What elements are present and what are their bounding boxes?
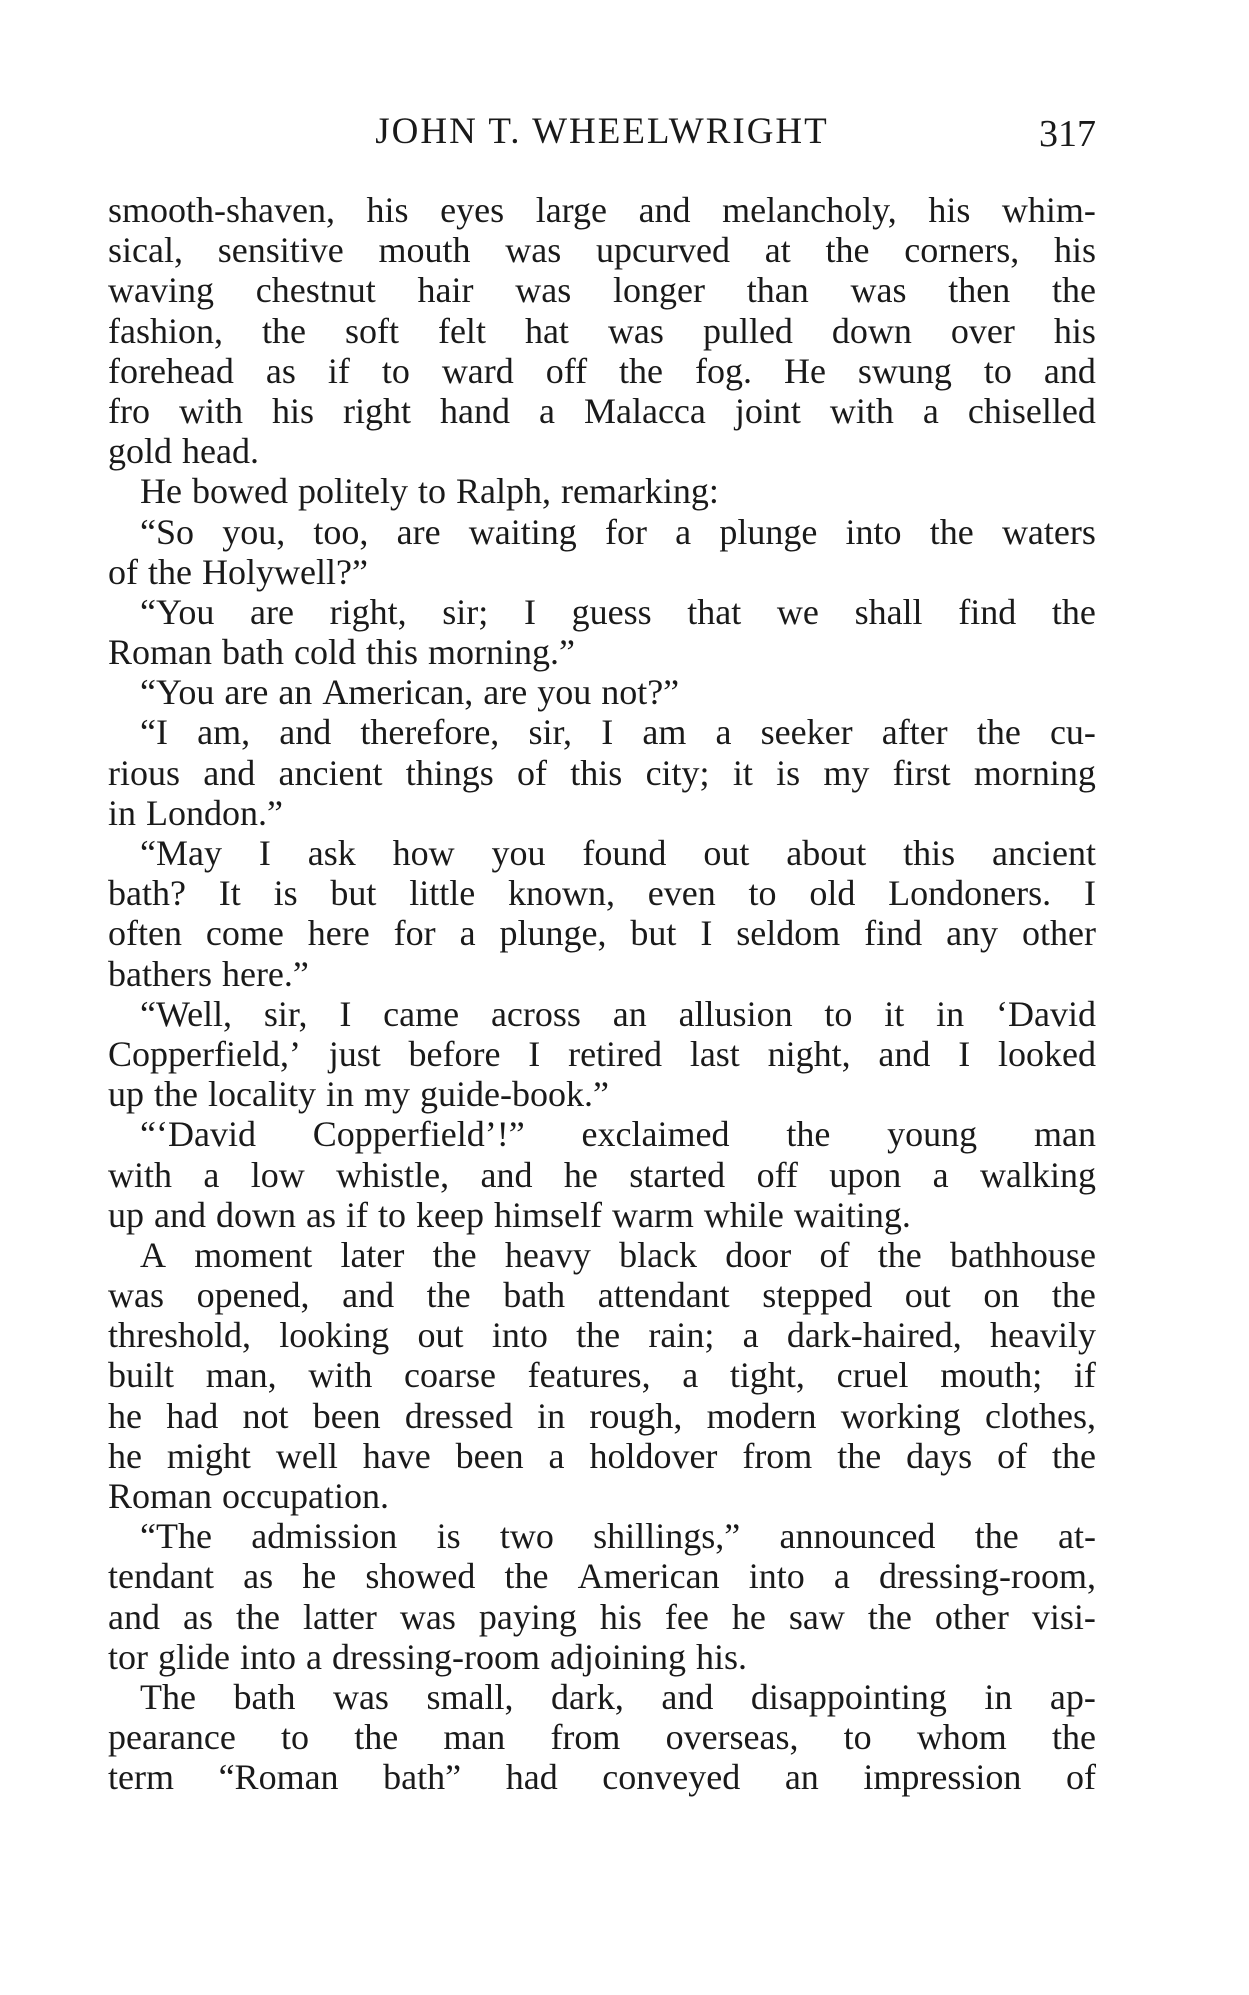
text-line: “You are an American, are you not?” [140, 672, 680, 713]
text-line: Copperfield,’ just before I retired last night, and I looked [108, 1033, 1096, 1074]
text-line: bathers here.” [108, 953, 309, 994]
text-line: was opened, and the bath attendant stepped out on the [108, 1275, 1096, 1316]
text-line: The bath was small, dark, and disappointing in ap- [140, 1676, 1096, 1717]
text-line: term “Roman bath” had conveyed an impression of [108, 1757, 1096, 1798]
text-line: Roman bath cold this morning.” [108, 632, 575, 673]
text-line: “I am, and therefore, sir, I am a seeker after the cu- [140, 712, 1096, 753]
text-line: “So you, too, are waiting for a plunge into the waters [140, 511, 1096, 552]
text-line: rious and ancient things of this city; it is my first morning [108, 752, 1096, 793]
text-line: “The admission is two shillings,” announced the at- [140, 1516, 1096, 1557]
text-line: with a low whistle, and he started off upon a walking [108, 1154, 1096, 1195]
text-line: “‘David Copperfield’!” exclaimed the young man [140, 1114, 1096, 1155]
page-number: 317 [1039, 113, 1096, 155]
text-line: He bowed politely to Ralph, remarking: [140, 471, 719, 512]
text-line: up and down as if to keep himself warm while waiting. [108, 1194, 911, 1235]
text-line: he had not been dressed in rough, modern working clothes, [108, 1395, 1096, 1436]
text-line: “You are right, sir; I guess that we shall find the [140, 591, 1096, 632]
text-line: forehead as if to ward off the fog. He swung to and [108, 350, 1096, 391]
text-line: sical, sensitive mouth was upcurved at the corners, his [108, 230, 1096, 271]
text-line: A moment later the heavy black door of the bathhouse [140, 1234, 1096, 1275]
text-line: often come here for a plunge, but I seldom find any other [108, 913, 1096, 954]
text-line: tor glide into a dressing-room adjoining his. [108, 1636, 747, 1677]
running-title: JOHN T. WHEELWRIGHT [375, 111, 829, 152]
text-line: gold head. [108, 431, 259, 472]
text-line: “Well, sir, I came across an allusion to it in ‘David [140, 993, 1096, 1034]
text-line: Roman occupation. [108, 1476, 389, 1516]
text-line: bath? It is but little known, even to old Londoners. I [108, 873, 1096, 914]
text-line: waving chestnut hair was longer than was then the [108, 270, 1096, 311]
text-line: fro with his right hand a Malacca joint with a chiselled [108, 390, 1096, 431]
text-line: smooth-shaven, his eyes large and melancholy, his whim- [108, 190, 1096, 230]
running-header [108, 110, 1096, 160]
text-line: up the locality in my guide-book.” [108, 1074, 609, 1115]
body-text [108, 190, 1096, 1798]
text-line: in London.” [108, 792, 283, 833]
text-line: he might well have been a holdover from the days of the [108, 1435, 1096, 1476]
text-line: pearance to the man from overseas, to whom the [108, 1717, 1096, 1758]
text-line: and as the latter was paying his fee he saw the other visi- [108, 1596, 1096, 1637]
text-line: built man, with coarse features, a tight, cruel mouth; if [108, 1355, 1096, 1396]
text-line: “May I ask how you found out about this ancient [140, 833, 1096, 873]
text-line: tendant as he showed the American into a dressing-room, [108, 1556, 1096, 1597]
text-line: of the Holywell?” [108, 551, 368, 592]
text-line: fashion, the soft felt hat was pulled down over his [108, 310, 1096, 351]
text-line: threshold, looking out into the rain; a dark-haired, heavily [108, 1315, 1096, 1356]
